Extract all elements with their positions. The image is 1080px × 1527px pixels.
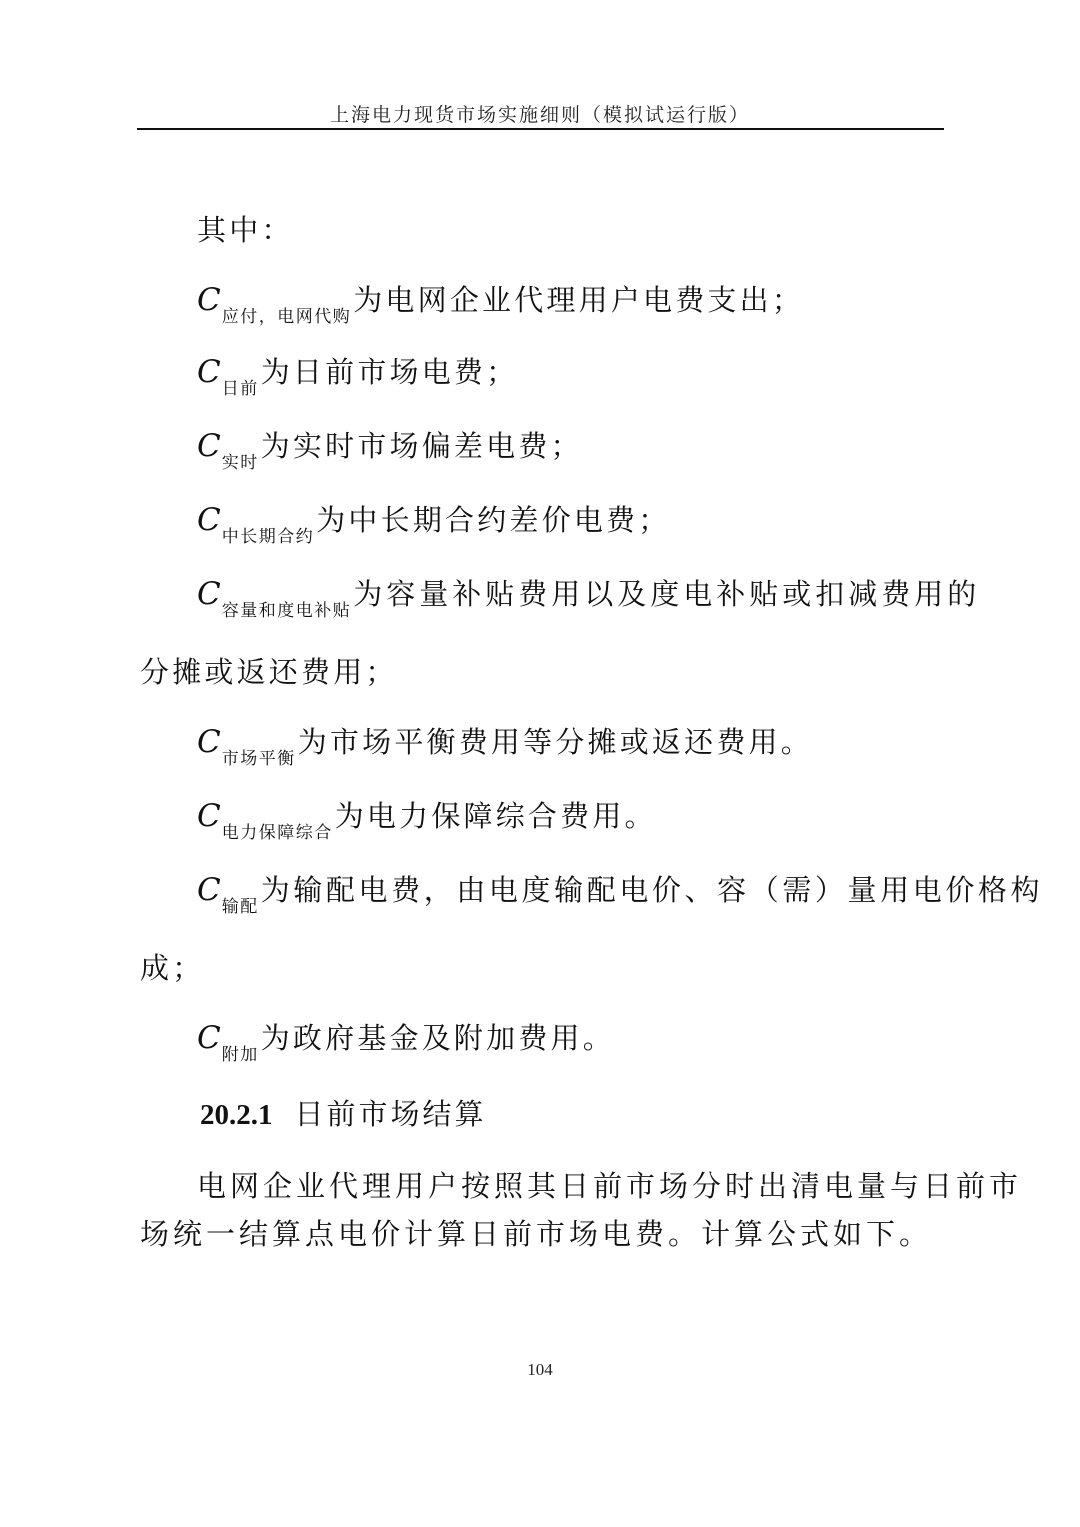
definition-item xyxy=(197,870,1043,915)
cost-subscript: 输配 xyxy=(221,897,259,917)
definition-text: 为实时市场偏差电费； xyxy=(260,429,583,463)
definition-continuation: 成； xyxy=(140,951,205,985)
cost-symbol: C xyxy=(197,872,221,908)
definition-text: 为输配电费，由电度输配电价、容（需）量用电价格构 xyxy=(260,873,1044,907)
cost-subscript: 容量和度电补贴 xyxy=(221,601,352,621)
cost-subscript: 市场平衡 xyxy=(221,749,296,769)
definition-item xyxy=(197,426,583,471)
cost-symbol: C xyxy=(197,798,221,834)
running-header: 上海电力现货市场实施细则（模拟试运行版） xyxy=(329,104,750,126)
cost-symbol: C xyxy=(197,576,221,612)
definition-item xyxy=(197,1018,615,1063)
cost-subscript: 电力保障综合 xyxy=(221,823,333,843)
intro-text: 其中： xyxy=(197,213,294,247)
definition-text: 为市场平衡费用等分摊或返还费用。 xyxy=(297,725,813,759)
definition-text: 为政府基金及附加费用。 xyxy=(260,1021,615,1055)
cost-subscript: 附加 xyxy=(221,1045,259,1065)
cost-subscript: 实时 xyxy=(221,453,259,473)
definition-text: 为中长期合约差价电费； xyxy=(316,503,671,537)
cost-subscript: 应付，电网代购 xyxy=(221,307,352,327)
definition-item xyxy=(197,796,657,841)
header-rule xyxy=(137,128,944,130)
cost-symbol: C xyxy=(197,282,221,318)
paragraph-line: 电网企业代理用户按照其日前市场分时出清电量与日前市 xyxy=(197,1169,1023,1203)
definition-item xyxy=(197,574,980,619)
cost-symbol: C xyxy=(197,428,221,464)
page-number: 104 xyxy=(527,1360,553,1379)
definition-text: 为电网企业代理用户电费支出； xyxy=(353,283,805,317)
definition-text: 为电力保障综合费用。 xyxy=(334,799,657,833)
definition-item xyxy=(197,352,518,397)
cost-subscript: 中长期合约 xyxy=(221,527,315,547)
cost-symbol: C xyxy=(197,502,221,538)
definition-text: 为日前市场电费； xyxy=(260,355,519,389)
cost-subscript: 日前 xyxy=(221,379,259,399)
cost-symbol: C xyxy=(197,354,221,390)
section-number: 20.2.1 xyxy=(200,1099,273,1131)
definition-item xyxy=(197,500,670,545)
definition-continuation: 分摊或返还费用； xyxy=(140,655,398,689)
definition-item xyxy=(197,722,813,767)
section-title: 日前市场结算 xyxy=(294,1097,487,1131)
paragraph-line: 场统一结算点电价计算日前市场电费。计算公式如下。 xyxy=(140,1217,933,1251)
section-heading xyxy=(200,1094,487,1135)
cost-symbol: C xyxy=(197,724,221,760)
cost-symbol: C xyxy=(197,1020,221,1056)
definition-text: 为容量补贴费用以及度电补贴或扣减费用的 xyxy=(353,577,981,611)
definition-item xyxy=(197,280,804,325)
